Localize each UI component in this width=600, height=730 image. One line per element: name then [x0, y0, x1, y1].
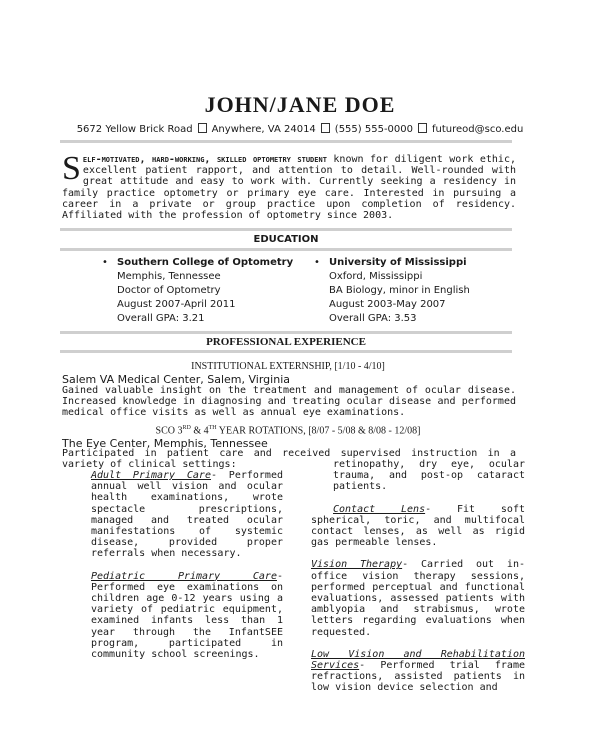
bullet-icon: • [314, 257, 320, 268]
rotation-text: - Carried out in-office vision therapy sessions, performed perceptual and functional evaluations, assessed patients with amblyopia and strabismus, wrote letters regarding evaluations when requested. [311, 559, 525, 638]
rotation-label: Contact Lens [333, 503, 426, 515]
experience-rule-bottom [60, 350, 512, 353]
summary-dropcap: S [62, 150, 81, 187]
education-rule-bottom [60, 248, 512, 251]
rotations-intro: Participated in patient care and received supervised instruction in a variety of clinical settings: [62, 448, 516, 471]
school-degree: BA Biology, minor in English [329, 285, 470, 296]
rotation-label: Vision Therapy [311, 559, 403, 571]
rotations-title-b: & 4 [190, 425, 209, 437]
phone: (555) 555-0000 [334, 124, 414, 135]
rotations-right-column [311, 459, 525, 694]
rotation-text: - Performed eye examinations on children age 0-12 years using a variety of pediatric equipment, examined infants less than 1 year through the InfantSEE program, participated in community school screenings. [91, 570, 283, 661]
bullet-icon: • [102, 257, 108, 268]
education-entry-2 [314, 256, 470, 326]
school-name: University of Mississippi [329, 257, 467, 268]
rotation-item [311, 649, 525, 694]
rotations-place: The Eye Center, Memphis, Tennessee [62, 437, 268, 450]
rotation-item [91, 470, 283, 560]
rotation-label: Pediatric Primary Care [91, 570, 277, 582]
header-rule [60, 140, 512, 143]
rotations-title [0, 425, 576, 436]
education-rule-top [60, 228, 512, 231]
rotations-title-c: YEAR ROTATIONS, [8/07 - 5/08 & 8/08 - 12/08] [216, 425, 421, 437]
rotation-text: - Performed trial frame refractions, assisted patients in low vision device selection and [311, 660, 525, 694]
education-entry-1 [102, 256, 294, 326]
school-gpa: Overall GPA: 3.53 [329, 313, 417, 324]
externship-place-city: , Salem, Virginia [200, 373, 290, 386]
rotation-label: Adult Primary Care [91, 470, 211, 481]
school-dates: August 2007-April 2011 [117, 299, 236, 310]
school-location: Oxford, Mississippi [329, 271, 423, 282]
school-location: Memphis, Tennessee [117, 271, 221, 282]
school-degree: Doctor of Optometry [117, 285, 221, 296]
rotation-continued: retinopathy, dry eye, ocular trauma, and post-op cataract patients. [333, 459, 525, 493]
externship-place-name: Salem VA Medical Center [62, 373, 201, 386]
rotation-item [91, 571, 283, 661]
school-dates: August 2003-May 2007 [329, 299, 446, 310]
email[interactable]: futureod@sco.edu [432, 124, 524, 135]
externship-title: INSTITUTIONAL EXTERNSHIP, [1/10 - 4/10] [191, 361, 385, 372]
experience-rule-top [60, 331, 512, 334]
summary-body: known for diligent work ethic, excellent patient rapport, and attention to detail. Well-rounded with great attitude and easy to work with. Currently seeking a residency in family practice optometry or primary eye care. Interested in pursuing a career in a private or group practice upon completion of residency. Affiliated with the profession of optometry since 2003. [62, 154, 516, 222]
candidate-name: JOHN/JANE DOE [204, 92, 396, 117]
rotations-sup-b: TH [208, 425, 217, 431]
rotation-label: Low Vision and Rehabilitation Services [311, 648, 525, 672]
rotation-text: - Fit soft spherical, toric, and multifocal contact lenses, as well as rigid gas permeable lenses. [311, 503, 525, 549]
rotations-title-a: SCO 3 [155, 425, 183, 437]
school-gpa: Overall GPA: 3.21 [117, 313, 205, 324]
school-name: Southern College of Optometry [117, 257, 294, 268]
contact-line [0, 123, 600, 135]
address: 5672 Yellow Brick Road [76, 124, 193, 135]
rotations-sup-a: RD [182, 425, 191, 431]
summary-lead: elf-motivated, hard-working, skilled optometry student [82, 154, 327, 165]
separator-icon [321, 123, 330, 133]
experience-heading: PROFESSIONAL EXPERIENCE [206, 336, 366, 348]
rotation-item [311, 559, 525, 637]
separator-icon [418, 123, 427, 133]
city: Anywhere, VA 24014 [211, 124, 316, 135]
externship-description: Gained valuable insight on the treatment and management of ocular disease. Increased knowledge in diagnosing and treating ocular disease and performed medical office visits as well as annual eye examinations. [62, 385, 516, 419]
rotation-item [311, 504, 525, 549]
rotations-left-column [91, 470, 283, 660]
rotation-text: - Performed annual well vision and ocular health examinations, wrote spectacle prescriptions, managed and treated ocular manifestations of systemic disease, provided proper referrals when necessary. [91, 470, 283, 560]
separator-icon [198, 123, 207, 133]
education-heading: EDUCATION [253, 234, 319, 245]
summary-paragraph [62, 150, 516, 222]
